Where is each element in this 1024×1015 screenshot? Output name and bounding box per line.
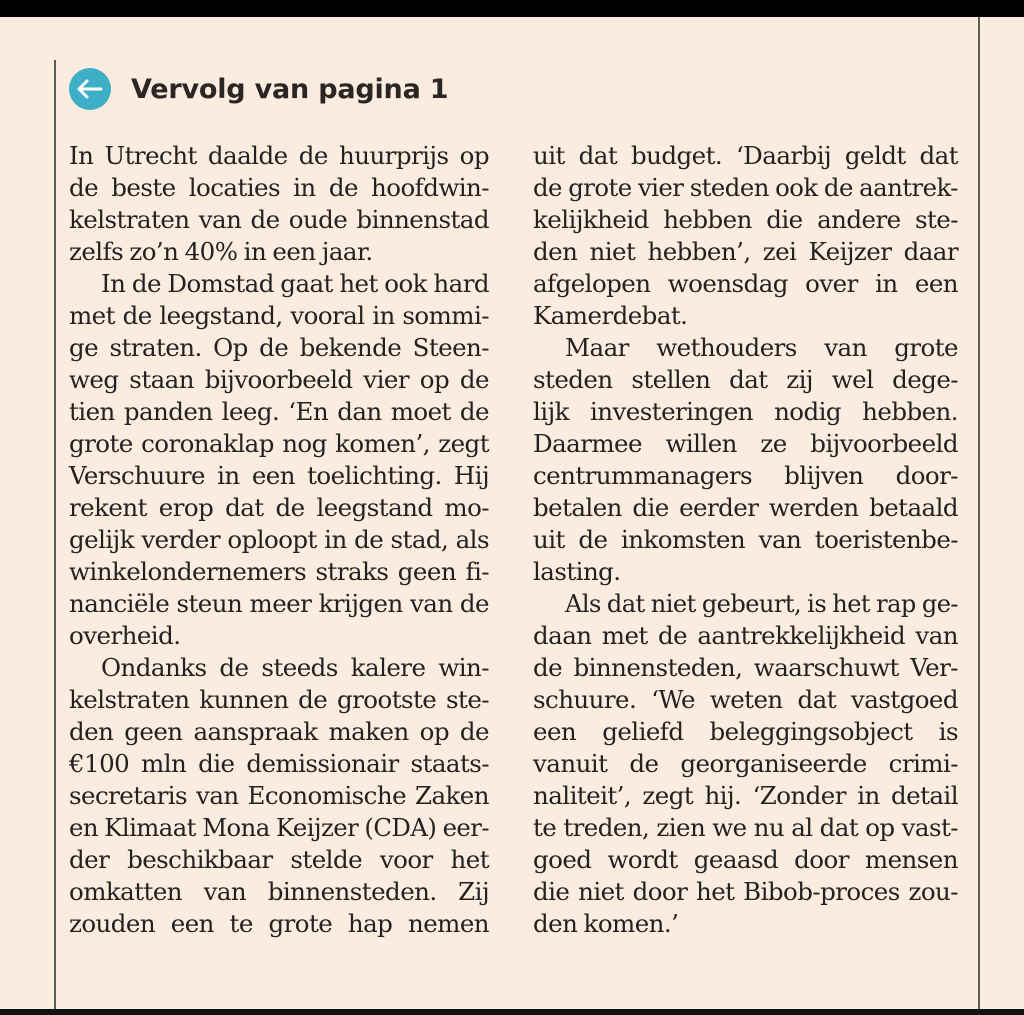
text-line: Verschuure in een toelichting. Hij (69, 461, 489, 490)
text-line: en Klimaat Mona Keijzer (CDA) eer- (69, 813, 489, 842)
text-line: den niet hebben’, zei Keijzer daar (533, 237, 958, 266)
text-line: kelstraten van de oude binnenstad (69, 205, 489, 234)
text-line: naliteit’, zegt hij. ‘Zonder in detail (533, 781, 958, 810)
header-title: Vervolg van pagina 1 (131, 73, 449, 105)
text-line: de beste locaties in de hoofdwin- (69, 173, 489, 202)
text-line: Als dat niet gebeurt, is het rap ge- (565, 590, 958, 618)
text-line: een geliefd beleggingsobject is (533, 717, 958, 746)
article-column-right (533, 140, 958, 940)
text-line: nanciële steun meer krijgen van de (69, 589, 489, 618)
text-line: zelfs zo’n 40% in een jaar. (69, 237, 373, 266)
arrow-left-icon-glyph (77, 79, 103, 99)
text-line: lijk investeringen nodig hebben. (533, 397, 958, 426)
text-line: zouden een te grote hap nemen (69, 909, 489, 938)
text-line: overheid. (69, 621, 181, 650)
text-line: lasting. (533, 557, 621, 586)
text-line: Daarmee willen ze bijvoorbeeld (533, 429, 958, 458)
article-column-left (69, 140, 489, 940)
text-line: Ondanks de steeds kalere win- (101, 653, 489, 682)
text-line: Kamerdebat. (533, 301, 688, 330)
left-column-rule (54, 60, 56, 1010)
text-line: der beschikbaar stelde voor het (69, 845, 489, 874)
text-line: met de leegstand, vooral in sommi- (69, 301, 489, 330)
text-line: den geen aanspraak maken op de (69, 717, 489, 746)
text-line: kelstraten kunnen de grootste ste- (69, 685, 489, 714)
text-line: te treden, zien we nu al dat op vast- (533, 813, 958, 842)
text-line: steden stellen dat zij wel dege- (533, 365, 958, 394)
text-line: vanuit de georganiseerde crimi- (533, 749, 958, 778)
text-line: de binnensteden, waarschuwt Ver- (533, 653, 958, 682)
bottom-bar (0, 1009, 1024, 1015)
right-page-rule (978, 17, 980, 1010)
text-line: uit de inkomsten van toeristenbe- (533, 525, 958, 554)
text-line: ge straten. Op de bekende Steen- (69, 333, 489, 362)
text-line: uit dat budget. ‘Daarbij geldt dat (533, 141, 958, 170)
text-line: weg staan bijvoorbeeld vier op de (69, 365, 489, 394)
text-line: Maar wethouders van grote (565, 333, 958, 362)
text-line: daan met de aantrekkelijkheid van (533, 621, 958, 650)
arrow-left-icon (69, 68, 111, 110)
text-line: afgelopen woensdag over in een (533, 269, 958, 298)
text-line: gelijk verder oploopt in de stad, als (69, 525, 489, 554)
text-line: tien panden leeg. ‘En dan moet de (69, 397, 489, 426)
text-line: rekent erop dat de leegstand mo- (69, 493, 489, 522)
text-line: secretaris van Economische Zaken (69, 781, 489, 810)
top-bar (0, 0, 1024, 17)
text-line: In Utrecht daalde de huurprijs op (69, 141, 489, 170)
continuation-header (69, 68, 448, 110)
text-line: schuure. ‘We weten dat vastgoed (533, 685, 958, 714)
text-line: €100 mln die demissionair staats- (69, 749, 489, 778)
text-line: grote coronaklap nog komen’, zegt (69, 429, 489, 458)
text-line: In de Domstad gaat het ook hard (101, 269, 489, 298)
text-line: de grote vier steden ook de aantrek- (533, 173, 958, 202)
text-line: die niet door het Bibob-proces zou- (533, 877, 958, 906)
text-line: omkatten van binnensteden. Zij (69, 877, 489, 906)
text-line: betalen die eerder werden betaald (533, 493, 958, 522)
text-line: kelijkheid hebben die andere ste- (533, 205, 958, 234)
text-line: winkelondernemers straks geen fi- (69, 557, 489, 586)
text-line: centrummanagers blijven door- (533, 461, 958, 490)
text-line: den komen.’ (533, 909, 679, 938)
text-line: goed wordt geaasd door mensen (533, 845, 958, 874)
